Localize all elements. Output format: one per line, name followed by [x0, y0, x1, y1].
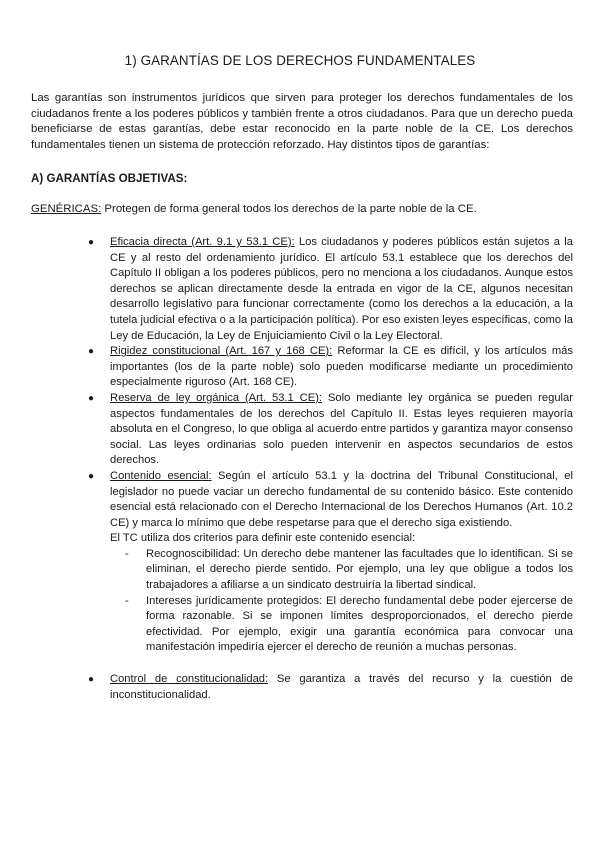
- generic-guarantees-line: [31, 203, 477, 215]
- criterion-recognoscibilidad: [125, 547, 573, 594]
- intro-paragraph: Las garantías son instrumentos jurídicos que sirven para proteger los derechos fundamentales de los ciudadanos frente a los poderes públicos y también frente a otros ciudadanos. Para que un derecho pueda beneficiarse de estas garantías, debe estar reconocido en la parte noble de la CE. Los derechos fundamentales tienen un sistema de protección reforzado. Hay distintos tipos de garantías:: [31, 92, 573, 151]
- criterion-text: Recognoscibilidad: Un derecho debe mantener las facultades que lo identifican. Si se eliminan, el derecho pierde sentido. Por ejemplo, una ley que obligue a todos los trabajadores a afiliarse a un sindicato destruiría la libertad sindical.: [146, 547, 573, 592]
- criterion-intereses: [125, 594, 573, 656]
- item-label: Control de constitucionalidad:: [110, 673, 269, 686]
- bullet-icon: ●: [88, 470, 95, 482]
- item-label: Reserva de ley orgánica (Art. 53.1 CE):: [110, 391, 323, 404]
- criterion-text: Intereses jurídicamente protegidos: El derecho fundamental debe poder ejercerse de forma razonable. Si se imponen límites desproporcionados, el derecho pierde efectividad. Por ejemplo, exigir una garantía económica para convocar una manifestación impediría ejercer el derecho de reunión a muchas personas.: [146, 594, 573, 654]
- dash-marker: -: [125, 594, 129, 607]
- tc-criteria-intro: El TC utiliza dos criterios para definir este contenido esencial:: [110, 532, 416, 545]
- list-item-reserva: [88, 391, 573, 469]
- item-label: Rigidez constitucional (Art. 167 y 168 CE):: [110, 345, 333, 358]
- bullet-icon: ●: [88, 346, 95, 358]
- list-item-rigidez: [88, 344, 573, 391]
- bullet-icon: ●: [88, 237, 95, 248]
- item-label: Eficacia directa (Art. 9.1 y 53.1 CE):: [110, 236, 295, 248]
- list-item-eficacia: [88, 235, 573, 344]
- generic-text: Protegen de forma general todos los derechos de la parte noble de la CE.: [101, 203, 477, 215]
- item-text: Solo mediante ley orgánica se pueden regular aspectos fundamentales de los derechos del Capítulo II. Estas leyes requieren mayoría absoluta en el Congreso, lo que obliga al acuerdo entre partidos y garantiza mayor consenso social. Las leyes ordinarias solo pueden intervenir en aspectos secundarios de estos derechos.: [110, 391, 573, 467]
- list-item-contenido: [88, 469, 573, 531]
- bullet-icon: ●: [88, 674, 95, 686]
- generic-label: GENÉRICAS:: [31, 203, 102, 215]
- section-a-heading: A) GARANTÍAS OBJETIVAS:: [31, 172, 188, 185]
- item-text: Según el artículo 53.1 y la doctrina del Tribunal Constitucional, el legislador no puede vaciar un derecho fundamental de su contenido básico. Este contenido esencial está relacionado con el Derecho Internacional de los Derechos Humanos (Art. 10.2 CE) y marca lo mínimo que debe respetarse para que el derecho siga existiendo.: [110, 469, 573, 529]
- item-text: Reformar la CE es difícil, y los artículos más importantes (los de la parte noble) solo pueden modificarse mediante un procedimiento especialmente riguroso (Art. 168 CE).: [110, 345, 573, 389]
- item-text: Se garantiza a través del recurso y la cuestión de inconstitucionalidad.: [110, 673, 573, 701]
- bullet-icon: ●: [88, 392, 95, 404]
- dash-marker: -: [125, 547, 129, 560]
- item-label: Contenido esencial:: [110, 469, 212, 482]
- page-title: 1) GARANTÍAS DE LOS DERECHOS FUNDAMENTALES: [124, 53, 476, 68]
- item-text: Los ciudadanos y poderes públicos están sujetos a la CE y al resto del ordenamiento jurídico. El artículo 53.1 establece que los derechos del Capítulo II obligan a los poderes públicos, pero no menciona a los ciudadanos. Aunque estos derechos se aplican directamente desde la entrada en vigor de la CE, algunos necesitan desarrollo legislativo para funcionar correctamente (como los derechos a la educación, a la tutela judicial efectiva o a la participación política). Por eso existen leyes específicas, como la Ley de Educación, la Ley de Enjuiciamiento Civil o la Ley Electoral.: [110, 236, 573, 342]
- list-item-control: [88, 672, 573, 703]
- guarantees-list: [88, 235, 573, 703]
